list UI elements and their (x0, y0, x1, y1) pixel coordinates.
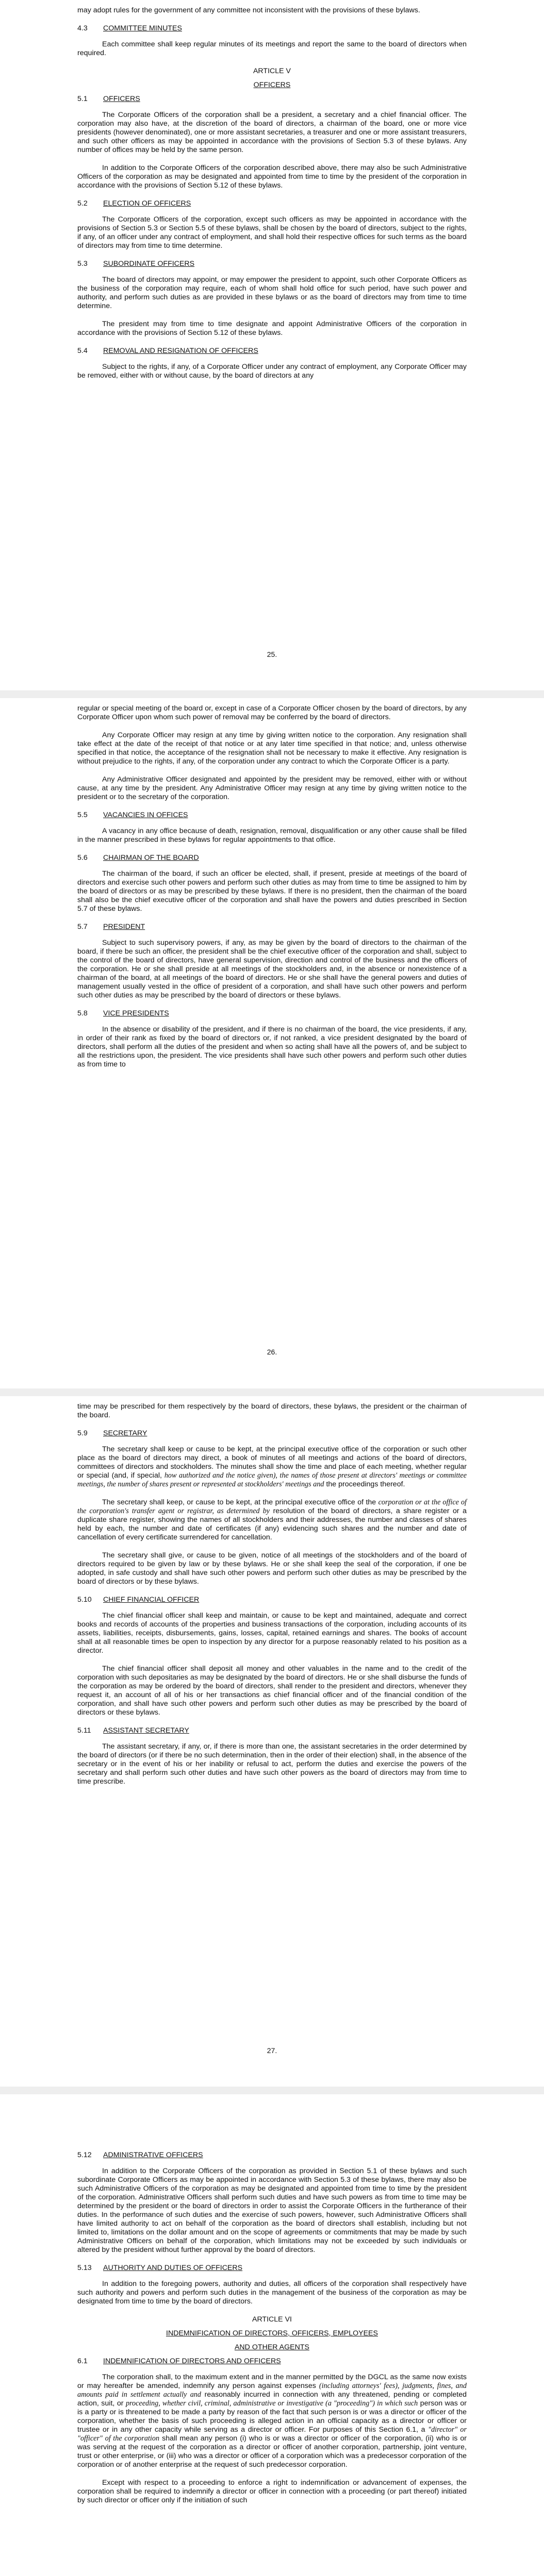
section-title: CHAIRMAN OF THE BOARD (103, 854, 199, 862)
section-number: 5.11 (77, 1726, 91, 1735)
text-run: the proceedings thereof. (324, 1480, 405, 1488)
paragraph: regular or special meeting of the board or, except in case of a Corporate Officer chosen by the board of directors, by any Corporate Officer upon whom such power of removal may be conferred by the board of directors. (77, 704, 467, 721)
paragraph: The chief financial officer shall deposit all money and other valuables in the name and to the credit of the corporation with such depositaries as may be designated by the board of directors. He or she shall disburse the funds of the corporation as may be ordered by the board of directors, shall render to the president and directors, whenever they request it, an account of all of his or her transactions as chief financial officer and of the financial condition of the corporation, and shall have such other powers and perform such other duties as may be prescribed by the board of directors or these bylaws. (77, 1665, 467, 1717)
section-heading (77, 1429, 467, 1438)
article-title: AND OTHER AGENTS (234, 2343, 310, 2351)
section-number: 6.1 (77, 2357, 88, 2365)
section-number: 5.2 (77, 199, 88, 208)
section-title: VACANCIES IN OFFICES (103, 811, 188, 819)
serif-text-run: "director" or "officer" of the corporation (77, 2426, 467, 2443)
serif-text-run: corporation or at the office of the corporation's transfer agent or registrar, as determined by (77, 1498, 467, 1515)
section-title: ADMINISTRATIVE OFFICERS (103, 2151, 203, 2159)
paragraph: In addition to the Corporate Officers of the corporation described above, there may also be such Administrative Officers of the corporation as may be designated and appointed from time to time by the president of the corporation in accordance with the provisions of Section 5.12 of these bylaws. (77, 164, 467, 190)
serif-text-run: how authorized and the notice given), the names of those present at directors' meetings or committee meetings, the number of shares present or represented at stockholders' meetings and (77, 1471, 467, 1488)
text-run: person was or is a party or is threatened to be made a party by reason of the fact that such person is or was a director or officer of the corporation, whether the basis of such proceeding is alleged action in an official capacity as a director or officer or trustee or in any other capacity while serving as a director or officer. For purposes of this Section 6.1, a (77, 2399, 467, 2434)
section-heading (77, 95, 467, 104)
section-title: ASSISTANT SECRETARY (103, 1726, 189, 1735)
section-title: SECRETARY (103, 1429, 147, 1437)
serif-text-run: proceeding, whether civil, criminal, administrative or investigative (a "proceeding") in which such (125, 2399, 418, 2408)
section-heading (77, 2151, 467, 2160)
paragraph: A vacancy in any office because of death, resignation, removal, disqualification or any other cause shall be filled in the manner prescribed in these bylaws for regular appointments to that office. (77, 827, 467, 844)
text-run: reasonably incurred in connection with any threatened, pending or completed action, suit, or (77, 2391, 467, 2408)
section-title: INDEMNIFICATION OF DIRECTORS AND OFFICERS (103, 2357, 281, 2365)
section-title: REMOVAL AND RESIGNATION OF OFFICERS (103, 347, 258, 355)
paragraph: In addition to the Corporate Officers of the corporation as provided in Section 5.1 of these bylaws and such subordinate Corporate Officers as may be appointed in accordance with Section 5.3 of these bylaws, there may also be such Administrative Officers of the corporation as may be designated and appointed from time to time by the president of the corporation. Administrative Officers shall perform such duties and have such powers as from time to time may be determined by the president or the board of directors in order to assist the Corporate Officers in the furtherance of their duties. In the performance of such duties and the exercise of such powers, however, such Administrative Officers shall have limited authority to act on behalf of the corporation as the board of directors shall establish, including but not limited to, limitations on the dollar amount and on the scope of agreements or commitments that may be made by such Administrative Officers on behalf of the corporation, which limitations may not be exceeded by such individuals or altered by the president without further approval by the board of directors. (77, 2167, 467, 2254)
article-heading: ARTICLE VI (252, 2315, 292, 2324)
paragraph (77, 2373, 467, 2469)
section-number: 5.4 (77, 347, 88, 355)
section-title: VICE PRESIDENTS (103, 1009, 169, 1018)
section-number: 5.7 (77, 923, 88, 931)
section-heading (77, 1726, 467, 1735)
section-number: 5.13 (77, 2264, 92, 2272)
paragraph: The assistant secretary, if any, or, if there is more than one, the assistant secretaries in the order determined by the board of directors (or if there be no such determination, then in the order of their election) shall, in the absence of the secretary or in the event of his or her inability or refusal to act, perform the duties and exercise the powers of the secretary and shall perform such other duties and have such other powers as the board of directors may from time to time prescribe. (77, 1742, 467, 1786)
paragraph: The president may from time to time designate and appoint Administrative Officers of the corporation in accordance with the provisions of Section 5.12 of these bylaws. (77, 320, 467, 337)
page-body (77, 1402, 467, 1795)
paragraph (77, 1498, 467, 1542)
section-number: 5.5 (77, 811, 88, 819)
page-28 (0, 2094, 544, 2576)
section-title: AUTHORITY AND DUTIES OF OFFICERS (103, 2264, 243, 2272)
section-heading (77, 260, 467, 268)
paragraph: The secretary shall give, or cause to be given, notice of all meetings of the stockholders and of the board of directors required to be given by law or by these bylaws. He or she shall keep the seal of the corporation, if one be adopted, in safe custody and shall have such other powers and perform such other duties as may be prescribed by the board of directors or by these bylaws. (77, 1551, 467, 1586)
paragraph: time may be prescribed for them respectively by the board of directors, these bylaws, the president or the chairman of the board. (77, 1402, 467, 1419)
paragraph: may adopt rules for the government of any committee not inconsistent with the provisions of these bylaws. (77, 6, 420, 14)
section-title: CHIEF FINANCIAL OFFICER (103, 1596, 200, 1604)
page-25 (0, 0, 544, 690)
paragraph: Any Corporate Officer may resign at any time by giving written notice to the corporation. Any resignation shall take effect at the date of the receipt of that notice or at any later time specified in that notice; and, unless otherwise specified in that notice, the acceptance of the resignation shall not be necessary to make it effective. Any resignation is without prejudice to the rights, if any, of the corporation under any contract to which the Corporate Officer is a party. (77, 731, 467, 766)
paragraph: The board of directors may appoint, or may empower the president to appoint, such other Corporate Officers as the business of the corporation may require, each of whom shall hold office for such period, have such power and authority, and perform such duties as are provided in these bylaws or as the board of directors may from time to time determine. (77, 276, 467, 310)
paragraph: Subject to the rights, if any, of a Corporate Officer under any contract of employment, any Corporate Officer may be removed, either with or without cause, by the board of directors at any (77, 363, 467, 380)
section-heading (77, 811, 467, 820)
section-heading (77, 347, 467, 355)
section-heading (77, 1596, 467, 1604)
text-run: The secretary shall keep or cause to be kept, at the principal executive office of the corporation or such other place as the board of directors may direct, a book of minutes of all meetings and actions of the board of directors, committees of directors and stockholders. The minutes shall show the time and place of each meeting, whether regular or special (and, if special, (77, 1445, 467, 1480)
text-run: The corporation shall, to the maximum extent and in the manner permitted by the DGCL as the same now exists or may hereafter be amended, indemnify any person against expenses (77, 2373, 467, 2390)
paragraph: In the absence or disability of the president, and if there is no chairman of the board, the vice presidents, if any, in order of their rank as fixed by the board of directors or, if not ranked, a vice president designated by the board of directors, shall perform all the duties of the president and when so acting shall have all the powers of, and be subject to all the restrictions upon, the president. The vice presidents shall have such other powers and perform such other duties as from time to (77, 1025, 467, 1069)
section-heading (77, 854, 467, 862)
section-heading (77, 1009, 467, 1018)
section-number: 5.6 (77, 854, 88, 862)
paragraph: Each committee shall keep regular minutes of its meetings and report the same to the board of directors when required. (77, 40, 467, 57)
section-number: 5.10 (77, 1596, 92, 1604)
section-number: 4.3 (77, 24, 88, 32)
paragraph: The chairman of the board, if such an officer be elected, shall, if present, preside at meetings of the board of directors and exercise such other powers and perform such other duties as may from time to time be assigned to him by the board of directors or as may be prescribed by these bylaws. If there is no president, then the chairman of the board shall also be the chief executive officer of the corporation and shall have the powers and duties prescribed in Section 5.7 of these bylaws. (77, 870, 467, 913)
section-number: 5.8 (77, 1009, 88, 1018)
text-run: The secretary shall keep, or cause to be kept, at the principal executive office of the (102, 1498, 378, 1506)
paragraph: Except with respect to a proceeding to enforce a right to indemnification or advancement of expenses, the corporation shall be required to indemnify a director or officer in connection with a proceeding (or part thereof) initiated by such director or officer only if the initiation of such (77, 2479, 467, 2504)
page-27 (0, 1396, 544, 2087)
page-body (77, 6, 467, 389)
paragraph: The Corporate Officers of the corporation shall be a president, a secretary and a chief financial officer. The corporation may also have, at the discretion of the board of directors, a chairman of the board, one or more vice presidents (however denominated), one or more assistant secretaries, a treasurer and one or more assistant treasurers, and such other officers as may be appointed in accordance with the provisions of Section 5.3 of these bylaws. Any number of offices may be held by the same person. (77, 111, 467, 154)
article-heading: ARTICLE V (253, 67, 291, 75)
paragraph: The chief financial officer shall keep and maintain, or cause to be kept and maintained, adequate and correct books and records of accounts of the properties and business transactions of the corporation, including accounts of its assets, liabilities, receipts, disbursements, gains, losses, capital, retained earnings and shares. The books of account shall at all reasonable times be open to inspection by any director for a purpose reasonably related to his position as a director. (77, 1612, 467, 1655)
section-number: 5.3 (77, 260, 88, 268)
section-number: 5.9 (77, 1429, 88, 1437)
paragraph (77, 1445, 467, 1489)
text-run: shall mean any person (i) who is or was a director or officer of the corporation, (ii) who is or was serving at the request of the corporation as a director or officer of another corporation, partnership, joint venture, trust or other enterprise, or (iii) who was a director or officer of a corporation which was a predecessor corporation of the corporation or of another enterprise at the request of such predecessor corporation. (77, 2434, 467, 2469)
section-title: ELECTION OF OFFICERS (103, 199, 191, 208)
page-number: 27. (267, 2046, 277, 2055)
page-26 (0, 698, 544, 1388)
section-number: 5.1 (77, 95, 88, 103)
paragraph: The Corporate Officers of the corporation, except such officers as may be appointed in accordance with the provisions of Section 5.3 or Section 5.5 of these bylaws, shall be chosen by the board of directors, subject to the rights, if any, of an officer under any contract of employment, and shall hold their respective offices for such terms as the board of directors may from time to time determine. (77, 215, 467, 250)
section-heading (77, 199, 467, 208)
paragraph: In addition to the foregoing powers, authority and duties, all officers of the corporation shall respectively have such authority and powers and perform such duties in the management of the business of the corporation as may be designated from time to time by the board of directors. (77, 2280, 467, 2306)
article-title: OFFICERS (253, 81, 291, 89)
paragraph: Any Administrative Officer designated and appointed by the president may be removed, either with or without cause, at any time by the president. Any Administrative Officer may resign at any time by giving written notice to the president or to the secretary of the corporation. (77, 775, 467, 801)
section-heading (77, 923, 467, 931)
section-heading (77, 2264, 467, 2273)
page-body (77, 704, 467, 1078)
paragraph: Subject to such supervisory powers, if any, as may be given by the board of directors to the chairman of the board, if there be such an officer, the president shall be the chief executive officer of the corporation and shall, subject to the control of the board of directors, have general supervision, direction and control of the business and the officers of the corporation. He or she shall preside at all meetings of the stockholders and, in the absence or nonexistence of a chairman of the board, at all meetings of the board of directors. He or she shall have the general powers and duties of management usually vested in the office of president of a corporation, and shall have such other powers and perform such other duties as may be prescribed by the board of directors or these bylaws. (77, 939, 467, 999)
section-number: 5.12 (77, 2151, 92, 2159)
section-title: PRESIDENT (103, 923, 145, 931)
page-body (77, 2151, 467, 2514)
section-title: SUBORDINATE OFFICERS (103, 260, 195, 268)
section-heading (77, 2357, 467, 2366)
section-title: OFFICERS (103, 95, 140, 103)
page-number: 25. (267, 650, 277, 658)
serif-text-run: (including attorneys' fees), judgments, fines, and amounts paid in settlement actually and (77, 2382, 467, 2399)
section-heading (77, 24, 467, 33)
text-run: resolution of the board of directors, a share register or a duplicate share register, showing the names of all stockholders and their addresses, the number and classes of shares held by each, the number and date of certificates (if any) evidencing such shares and the number and date of cancellation of every certificate surrendered for cancellation. (77, 1507, 467, 1541)
section-title: COMMITTEE MINUTES (103, 24, 182, 32)
page-number: 26. (267, 1348, 277, 1356)
article-title: INDEMNIFICATION OF DIRECTORS, OFFICERS, EMPLOYEES (166, 2329, 378, 2337)
